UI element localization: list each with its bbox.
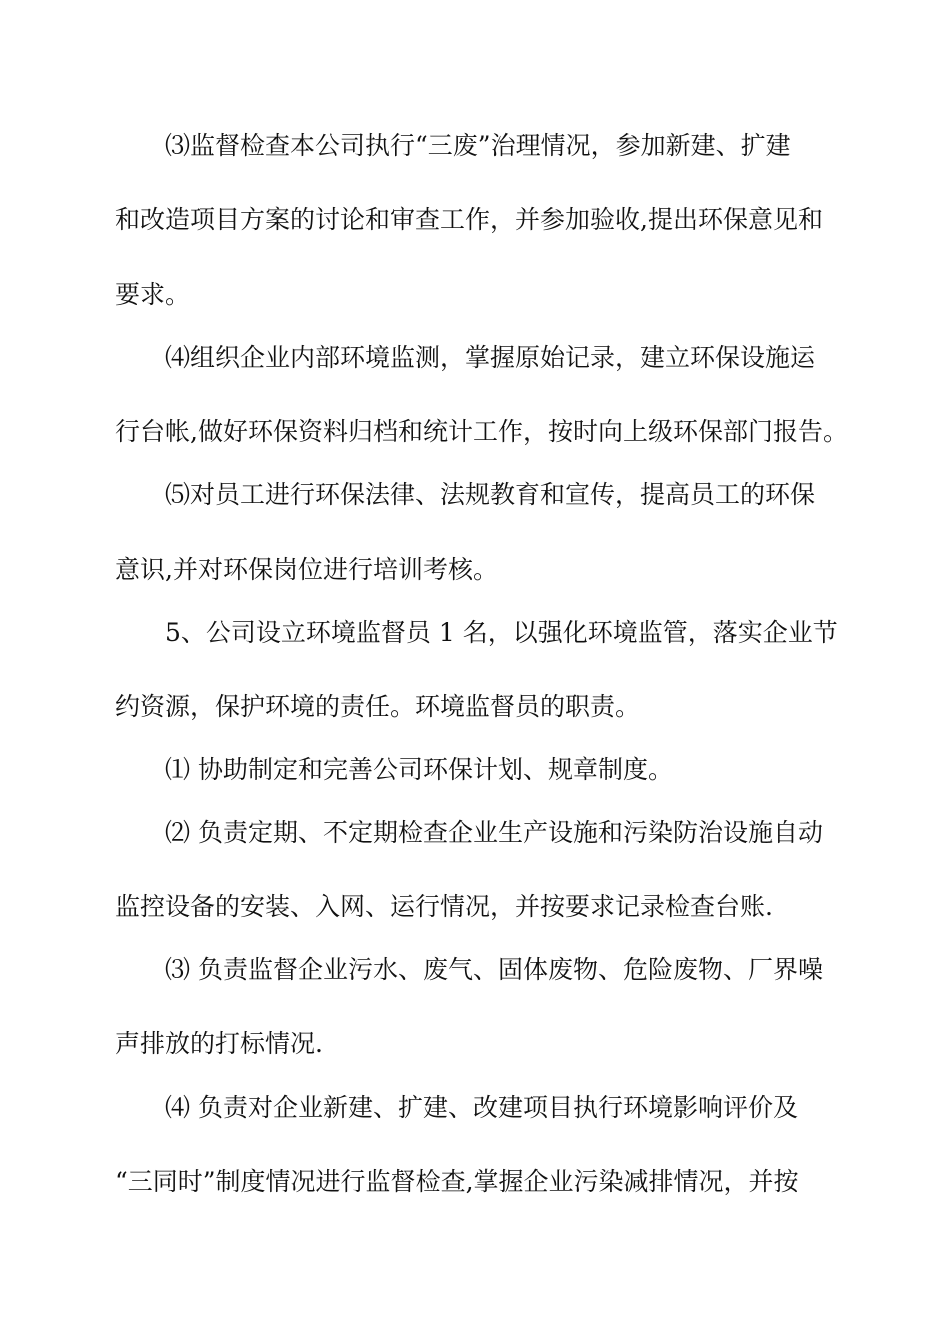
paragraph-line: 5、公司设立环境监督员 1 名，以强化环境监管，落实企业节	[165, 618, 838, 647]
paragraph-line: 声排放的打标情况.	[115, 1029, 323, 1058]
paragraph-line: 约资源，保护环境的责任。环境监督员的职责。	[115, 692, 641, 721]
paragraph-line: 意识,并对环保岗位进行培训考核。	[115, 555, 498, 584]
paragraph-line: ⑵ 负责定期、不定期检查企业生产设施和污染防治设施自动	[165, 818, 823, 847]
paragraph-line: ⑷组织企业内部环境监测，掌握原始记录，建立环保设施运	[165, 343, 816, 372]
paragraph-line: 和改造项目方案的讨论和审查工作，并参加验收,提出环保意见和	[115, 205, 823, 234]
paragraph-line: 要求。	[115, 280, 191, 309]
paragraph-line: 监控设备的安装、入网、运行情况，并按要求记录检查台账.	[115, 892, 773, 921]
paragraph-line: 行台帐,做好环保资料归档和统计工作，按时向上级环保部门报告。	[115, 417, 848, 446]
paragraph-line: ⑶ 负责监督企业污水、废气、固体废物、危险废物、厂界噪	[165, 955, 823, 984]
paragraph-line: ⑷ 负责对企业新建、扩建、改建项目执行环境影响评价及	[165, 1093, 798, 1122]
paragraph-line: ⑴ 协助制定和完善公司环保计划、规章制度。	[165, 755, 673, 784]
paragraph-line: ⑶监督检查本公司执行“三废”治理情况，参加新建、扩建	[165, 131, 791, 160]
paragraph-line: ⑸对员工进行环保法律、法规教育和宣传，提高员工的环保	[165, 480, 816, 509]
paragraph-line: “三同时”制度情况进行监督检查,掌握企业污染减排情况，并按	[115, 1167, 799, 1196]
